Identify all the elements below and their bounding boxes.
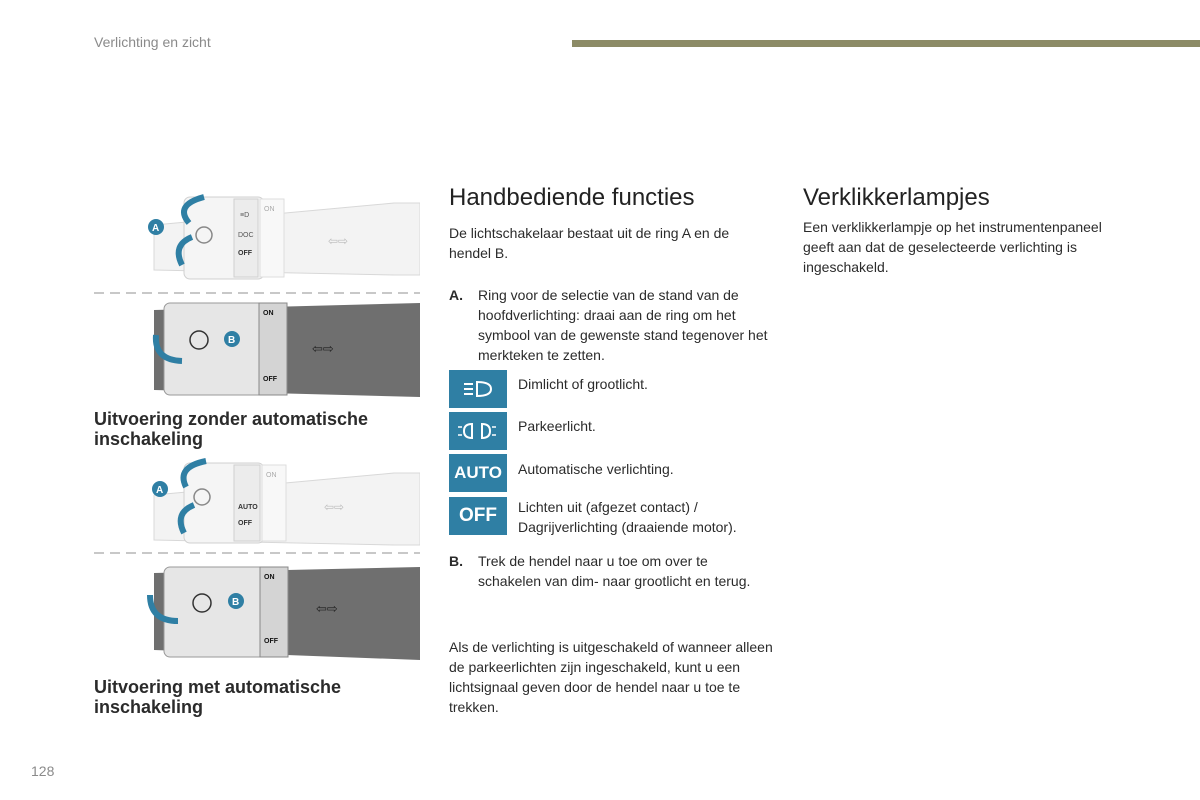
icon-desc-auto: Automatische verlichting. <box>518 461 674 477</box>
caption-manual: Uitvoering zonder automatische inschakeling <box>94 409 369 449</box>
illus1-label-b: B <box>228 335 236 346</box>
header-accent-bar <box>572 40 1200 47</box>
illus1-off-label: OFF <box>238 250 252 257</box>
caption-auto: Uitvoering met automatische inschakeling <box>94 677 342 717</box>
illus2-on-label: ON <box>266 472 277 479</box>
svg-text:≡D: ≡D <box>240 212 250 219</box>
item-b-letter: B. <box>449 553 463 569</box>
high-beam-icon <box>449 370 507 408</box>
closing-text: Als de verlichting is uitgeschakeld of wanneer alleen de parkeerlichten zijn ingeschakeld, kunt u een lichtsignaal geven door de hendel naar u toe te trekken. <box>449 639 773 715</box>
illus1-label-a: A <box>152 223 160 234</box>
svg-text:⇦⇨: ⇦⇨ <box>324 500 345 514</box>
heading-indicator-lamps: Verklikkerlampjes <box>803 184 990 211</box>
svg-text:DOC: DOC <box>238 232 254 239</box>
auto-icon: AUTO <box>449 454 507 492</box>
intro-text: De lichtschakelaar bestaat uit de ring A en de hendel B. <box>449 225 730 261</box>
page-number: 128 <box>31 763 55 779</box>
svg-text:⇦⇨: ⇦⇨ <box>312 341 334 356</box>
svg-text:⇦⇨: ⇦⇨ <box>328 234 349 248</box>
item-a-text: Ring voor de selectie van de stand van de hoofdverlichting: draai aan de ring om het symbool van de gewenste stand tegenover het merkteken te zetten. <box>478 287 768 363</box>
illus2-auto-label: AUTO <box>238 504 258 511</box>
illus2-label-a: A <box>156 485 164 496</box>
icon-desc-parking: Parkeerlicht. <box>518 418 596 434</box>
svg-text:⇦⇨: ⇦⇨ <box>316 601 338 616</box>
icon-desc-off: Lichten uit (afgezet contact) / Dagrijverlichting (draaiende motor). <box>518 499 737 535</box>
item-b-text: Trek de hendel naar u toe om over te schakelen van dim- naar grootlicht en terug. <box>478 553 751 589</box>
illus2b-off-label: OFF <box>264 638 278 645</box>
illus1b-off-label: OFF <box>263 376 277 383</box>
illus2b-on-label: ON <box>264 574 275 581</box>
illus1b-on-label: ON <box>263 310 274 317</box>
indicator-text: Een verklikkerlampje op het instrumentenpaneel geeft aan dat de geselecteerde verlichting is ingeschakeld. <box>803 219 1102 275</box>
illus2-label-b: B <box>232 597 240 608</box>
off-icon: OFF <box>449 497 507 535</box>
icon-desc-high-beam: Dimlicht of grootlicht. <box>518 376 648 392</box>
illustration-auto-switch <box>94 455 420 665</box>
header-section-title: Verlichting en zicht <box>94 34 211 50</box>
illus1-on-label: ON <box>264 206 275 213</box>
illustration-manual-switch <box>94 185 420 400</box>
item-a-letter: A. <box>449 287 463 303</box>
parking-light-icon <box>449 412 507 450</box>
heading-manual-functions: Handbediende functies <box>449 184 695 211</box>
illus2-off-label: OFF <box>238 520 252 527</box>
